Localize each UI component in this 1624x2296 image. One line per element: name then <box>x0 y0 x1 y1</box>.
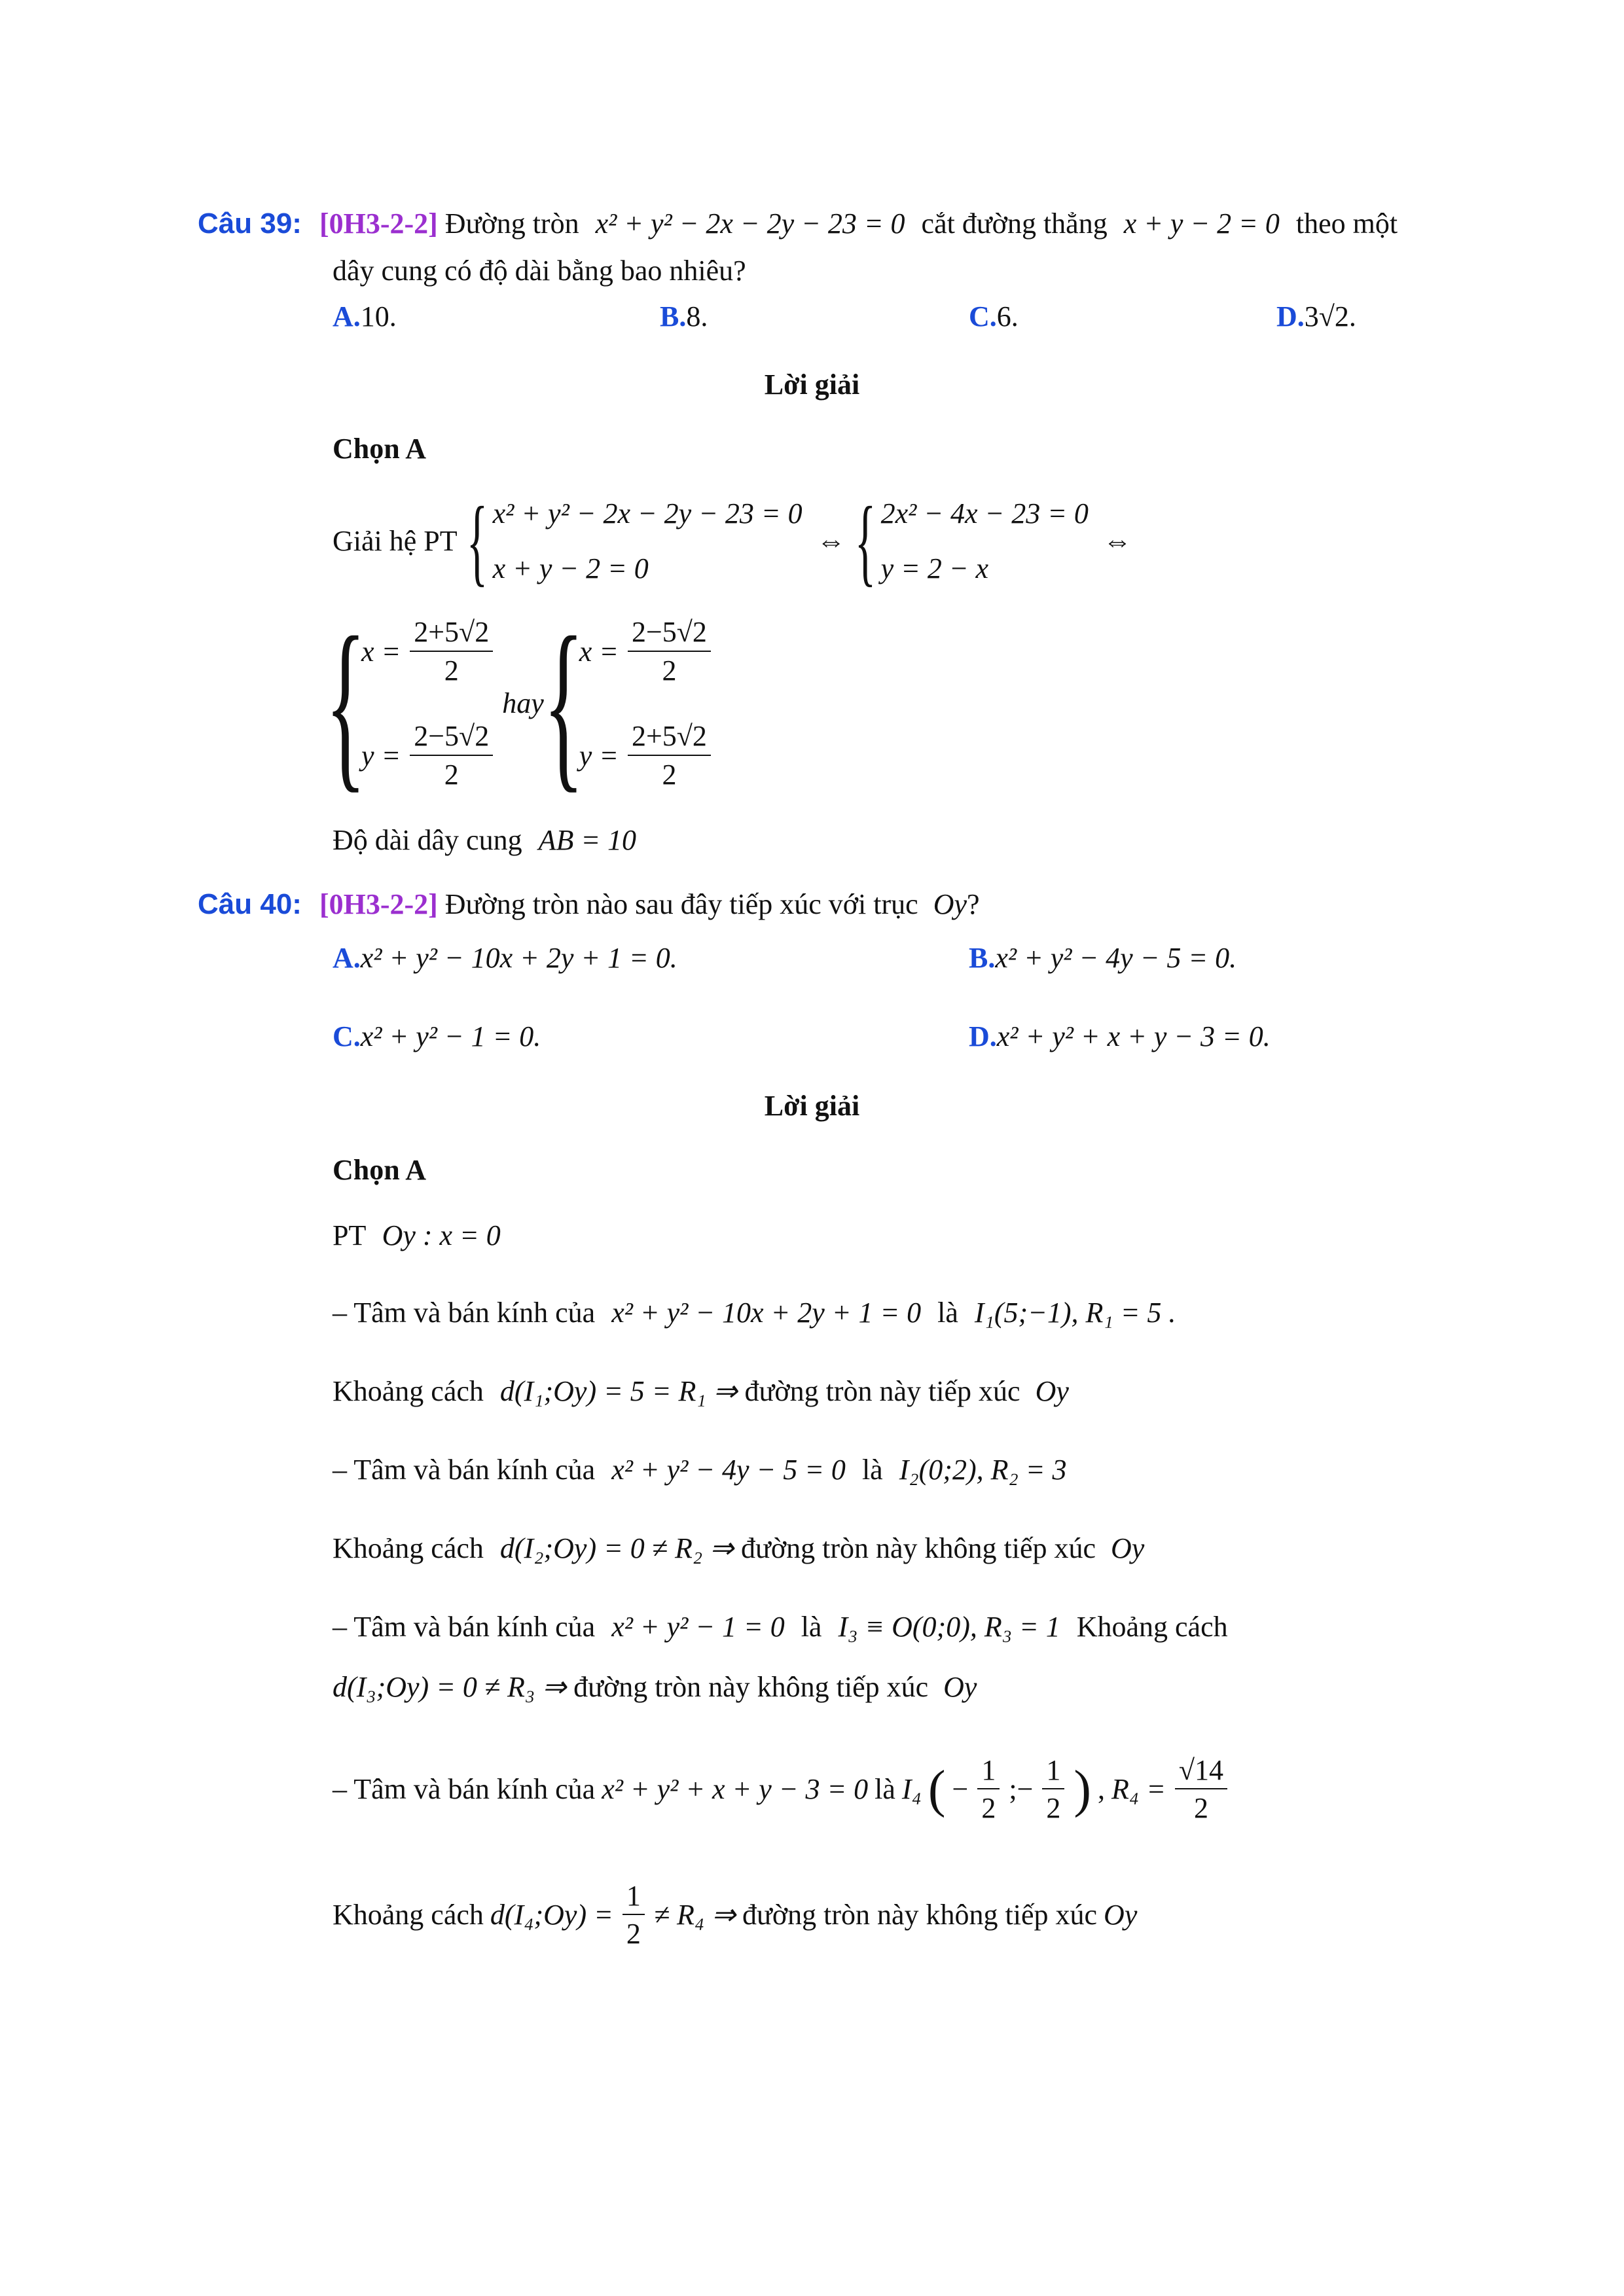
q40-circle-3-la: là <box>801 1611 822 1643</box>
q40-circle-4-I: I₄ <box>901 1773 922 1806</box>
q39-stem-b: cắt đường thẳng <box>921 207 1108 240</box>
q39-system-1-eq2: x + y − 2 = 0 <box>492 552 649 584</box>
q40-circle-4-frac-a-num: 1 <box>977 1755 1000 1789</box>
q40-option-b <box>969 944 1236 973</box>
q40-stem-end: ? <box>967 888 980 920</box>
q40-circle-4-la: là <box>875 1773 895 1806</box>
q40-pt-line <box>333 1221 501 1250</box>
q40-option-a-key: A. <box>333 942 361 974</box>
q39-solution-2-x-num: 2−5√2 <box>628 617 711 651</box>
q39-option-b-key: B. <box>660 300 687 332</box>
q39-stem-a: Đường tròn <box>444 207 579 240</box>
q40-circle-4-frac-b <box>1042 1755 1064 1823</box>
q40-circle-4-axis: Oy <box>1104 1899 1138 1931</box>
q39-option-c-value: 6. <box>996 300 1019 332</box>
q40-axis: Oy <box>933 888 967 920</box>
q39-solution-1-x-lhs: x = <box>361 635 401 668</box>
q40-circle-2-dist: d(I₂;Oy) = 0 ≠ R₂ ⇒ <box>499 1532 734 1564</box>
q40-circle-4-tam: – Tâm và bán kính của <box>333 1773 596 1806</box>
q39-solution-2-y-num: 2+5√2 <box>628 721 711 755</box>
q40-circle-4-dist-line <box>333 1881 1137 1949</box>
q40-circle-1-dist: d(I₁;Oy) = 5 = R₁ ⇒ <box>499 1375 738 1407</box>
q40-option-b-value: x² + y² − 4y − 5 = 0. <box>995 942 1237 974</box>
q39-option-c-key: C. <box>969 300 997 332</box>
q40-option-d-key: D. <box>969 1020 997 1052</box>
q40-option-d <box>969 1022 1271 1051</box>
q40-circle-1-kc: Khoảng cách <box>333 1375 484 1407</box>
q40-circle-1-eq: x² + y² − 10x + 2y + 1 = 0 <box>611 1297 922 1329</box>
q39-stem-line1 <box>198 209 1398 238</box>
q39-line-equation: x + y − 2 = 0 <box>1123 207 1280 240</box>
q39-equiv-2: ⇔ <box>1102 525 1132 557</box>
q40-circle-4-rparen: ) <box>1074 1761 1092 1819</box>
q40-circle-4-dist-frac <box>623 1881 645 1949</box>
q39-system-1-brace: { <box>466 487 488 596</box>
q39-solutions <box>325 598 713 808</box>
q39-solution-2-x-den: 2 <box>662 654 677 687</box>
q40-circle-3-tam: – Tâm và bán kính của <box>333 1611 596 1643</box>
q40-circle-1-tam: – Tâm và bán kính của <box>333 1297 596 1329</box>
q39-system-2-eq1: 2x² − 4x − 23 = 0 <box>880 497 1089 529</box>
q39-option-b <box>660 302 708 331</box>
q39-solution-2-x-lhs: x = <box>579 635 619 668</box>
q40-circle-2-line <box>333 1456 1066 1484</box>
q39-solution-2 <box>543 598 713 808</box>
q40-stem <box>198 890 980 919</box>
q39-solution-1-y-lhs: y = <box>361 739 401 772</box>
q40-option-b-key: B. <box>969 942 996 974</box>
q39-hay: hay <box>502 687 544 719</box>
q40-tag: [0H3-2-2] <box>319 888 438 920</box>
q39-solution-2-y-lhs: y = <box>579 739 619 772</box>
q40-circle-4-dist-num: 1 <box>623 1881 645 1915</box>
q39-system-2 <box>852 487 1089 596</box>
q40-circle-2-axis: Oy <box>1111 1532 1145 1564</box>
q39-solve-prefix: Giải hệ PT <box>333 525 458 557</box>
q40-circle-4-frac-a-den: 2 <box>981 1792 996 1825</box>
q40-circle-2-kc: Khoảng cách <box>333 1532 484 1564</box>
q40-circle-4-comma: , <box>1098 1773 1106 1806</box>
q39-solution-2-brace: { <box>543 598 585 808</box>
q40-circle-2-eq: x² + y² − 4y − 5 = 0 <box>611 1454 846 1486</box>
q39-option-d-key: D. <box>1276 300 1305 332</box>
q40-circle-4-kc: Khoảng cách <box>333 1899 484 1931</box>
q40-circle-3-dist: d(I₃;Oy) = 0 ≠ R₃ ⇒ <box>333 1671 567 1703</box>
q39-option-a <box>333 302 397 331</box>
q40-circle-4-line <box>333 1755 1230 1823</box>
q39-option-a-key: A. <box>333 300 361 332</box>
q40-stem-text: Đường tròn nào sau đây tiếp xúc với trục <box>444 888 918 920</box>
q39-system-row <box>333 487 1132 596</box>
q40-circle-4-frac-b-num: 1 <box>1042 1755 1064 1789</box>
q40-option-c-key: C. <box>333 1020 361 1052</box>
q40-circle-3-result: đường tròn này không tiếp xúc <box>573 1671 929 1703</box>
q40-option-c <box>333 1022 541 1051</box>
q40-pt-label: PT <box>333 1219 366 1251</box>
q39-length-text: Độ dài dây cung <box>333 824 522 856</box>
q40-circle-4-dist-b: ≠ R₄ ⇒ <box>653 1899 736 1931</box>
q40-circle-4-R: R₄ = <box>1111 1773 1166 1806</box>
q40-circle-4-lparen: ( <box>928 1761 946 1819</box>
q39-stem-line2: dây cung có độ dài bằng bao nhiêu? <box>333 255 746 287</box>
q39-solution-title: Lời giải <box>764 368 860 401</box>
q39-solution-1 <box>325 598 496 808</box>
q39-solution-1-x-num: 2+5√2 <box>410 617 493 651</box>
q40-circle-1-line <box>333 1299 1176 1327</box>
q39-solution-2-y-frac <box>628 721 711 789</box>
q40-circle-2-center: I₂(0;2), R₂ = 3 <box>899 1454 1067 1486</box>
q39-label: Câu 39: <box>198 207 302 240</box>
q40-circle-2-tam: – Tâm và bán kính của <box>333 1454 596 1486</box>
q39-option-b-value: 8. <box>686 300 708 332</box>
q40-circle-3-eq: x² + y² − 1 = 0 <box>611 1611 785 1643</box>
q40-option-a <box>333 944 677 973</box>
q40-circle-4-dist-a: d(I₄;Oy) = <box>490 1899 613 1931</box>
q39-option-d <box>1276 302 1356 331</box>
q39-choice: Chọn A <box>333 433 427 465</box>
q40-circle-4-result: đường tròn này không tiếp xúc <box>742 1899 1098 1931</box>
q40-circle-4-minus: − <box>952 1773 969 1806</box>
q39-solution-2-y-den: 2 <box>662 758 677 791</box>
q39-length-eq: AB = 10 <box>538 824 637 856</box>
q40-circle-2-la: là <box>861 1454 883 1486</box>
q40-circle-3-kc: Khoảng cách <box>1076 1611 1228 1643</box>
q40-circle-1-dist-line <box>333 1377 1069 1406</box>
q40-circle-1-axis: Oy <box>1035 1375 1069 1407</box>
q39-option-a-value: 10. <box>360 300 397 332</box>
q39-solution-2-x-frac <box>628 617 711 685</box>
q40-circle-4-dist-den: 2 <box>626 1918 641 1950</box>
q39-system-2-eq2: y = 2 − x <box>880 552 989 584</box>
q39-solution-1-x-den: 2 <box>444 654 459 687</box>
q39-solution-1-brace: { <box>325 598 367 808</box>
q39-option-d-value: 3√2. <box>1304 300 1356 332</box>
q40-solution-title: Lời giải <box>764 1090 860 1122</box>
q40-circle-4-R-frac <box>1175 1755 1227 1823</box>
q40-circle-4-frac-a <box>977 1755 1000 1823</box>
q40-circle-4-frac-b-den: 2 <box>1046 1792 1061 1825</box>
q39-stem-c: theo một <box>1295 207 1398 240</box>
q40-option-a-value: x² + y² − 10x + 2y + 1 = 0. <box>360 942 677 974</box>
q40-option-c-value: x² + y² − 1 = 0. <box>360 1020 541 1052</box>
q40-circle-1-result: đường tròn này tiếp xúc <box>744 1375 1020 1407</box>
q40-choice: Chọn A <box>333 1154 427 1186</box>
q40-circle-3-line <box>333 1613 1228 1641</box>
q40-option-d-value: x² + y² + x + y − 3 = 0. <box>996 1020 1271 1052</box>
q40-circle-3-center: I₃ ≡ O(0;0), R₃ = 1 <box>838 1611 1060 1643</box>
q39-system-1-eq1: x² + y² − 2x − 2y − 23 = 0 <box>492 497 803 529</box>
q40-pt-eq: Oy : x = 0 <box>382 1219 501 1251</box>
q40-label: Câu 40: <box>198 888 302 920</box>
q39-solution-1-x-frac <box>410 617 493 685</box>
q40-circle-1-la: là <box>937 1297 958 1329</box>
q39-system-1 <box>464 487 803 596</box>
q39-tag: [0H3-2-2] <box>319 207 438 240</box>
q40-circle-4-R-den: 2 <box>1193 1792 1208 1825</box>
q39-solution-1-y-frac <box>410 721 493 789</box>
q39-option-c <box>969 302 1019 331</box>
q39-system-2-brace: { <box>854 487 876 596</box>
q39-solution-1-y-den: 2 <box>444 758 459 791</box>
q40-circle-1-center: I₁(5;−1), R₁ = 5 . <box>974 1297 1176 1329</box>
q40-circle-3-dist-line <box>333 1673 977 1702</box>
q40-circle-4-semi: ;− <box>1009 1773 1034 1806</box>
q39-solution-1-y-num: 2−5√2 <box>410 721 493 755</box>
q39-equiv-1: ⇔ <box>816 525 846 557</box>
q40-circle-3-axis: Oy <box>943 1671 977 1703</box>
q39-length-line <box>333 826 636 855</box>
q40-circle-2-result: đường tròn này không tiếp xúc <box>741 1532 1096 1564</box>
q39-circle-equation: x² + y² − 2x − 2y − 23 = 0 <box>595 207 905 240</box>
q40-circle-4-R-num: √14 <box>1175 1755 1227 1789</box>
q40-circle-4-eq: x² + y² + x + y − 3 = 0 <box>602 1773 869 1806</box>
q40-circle-2-dist-line <box>333 1534 1144 1563</box>
